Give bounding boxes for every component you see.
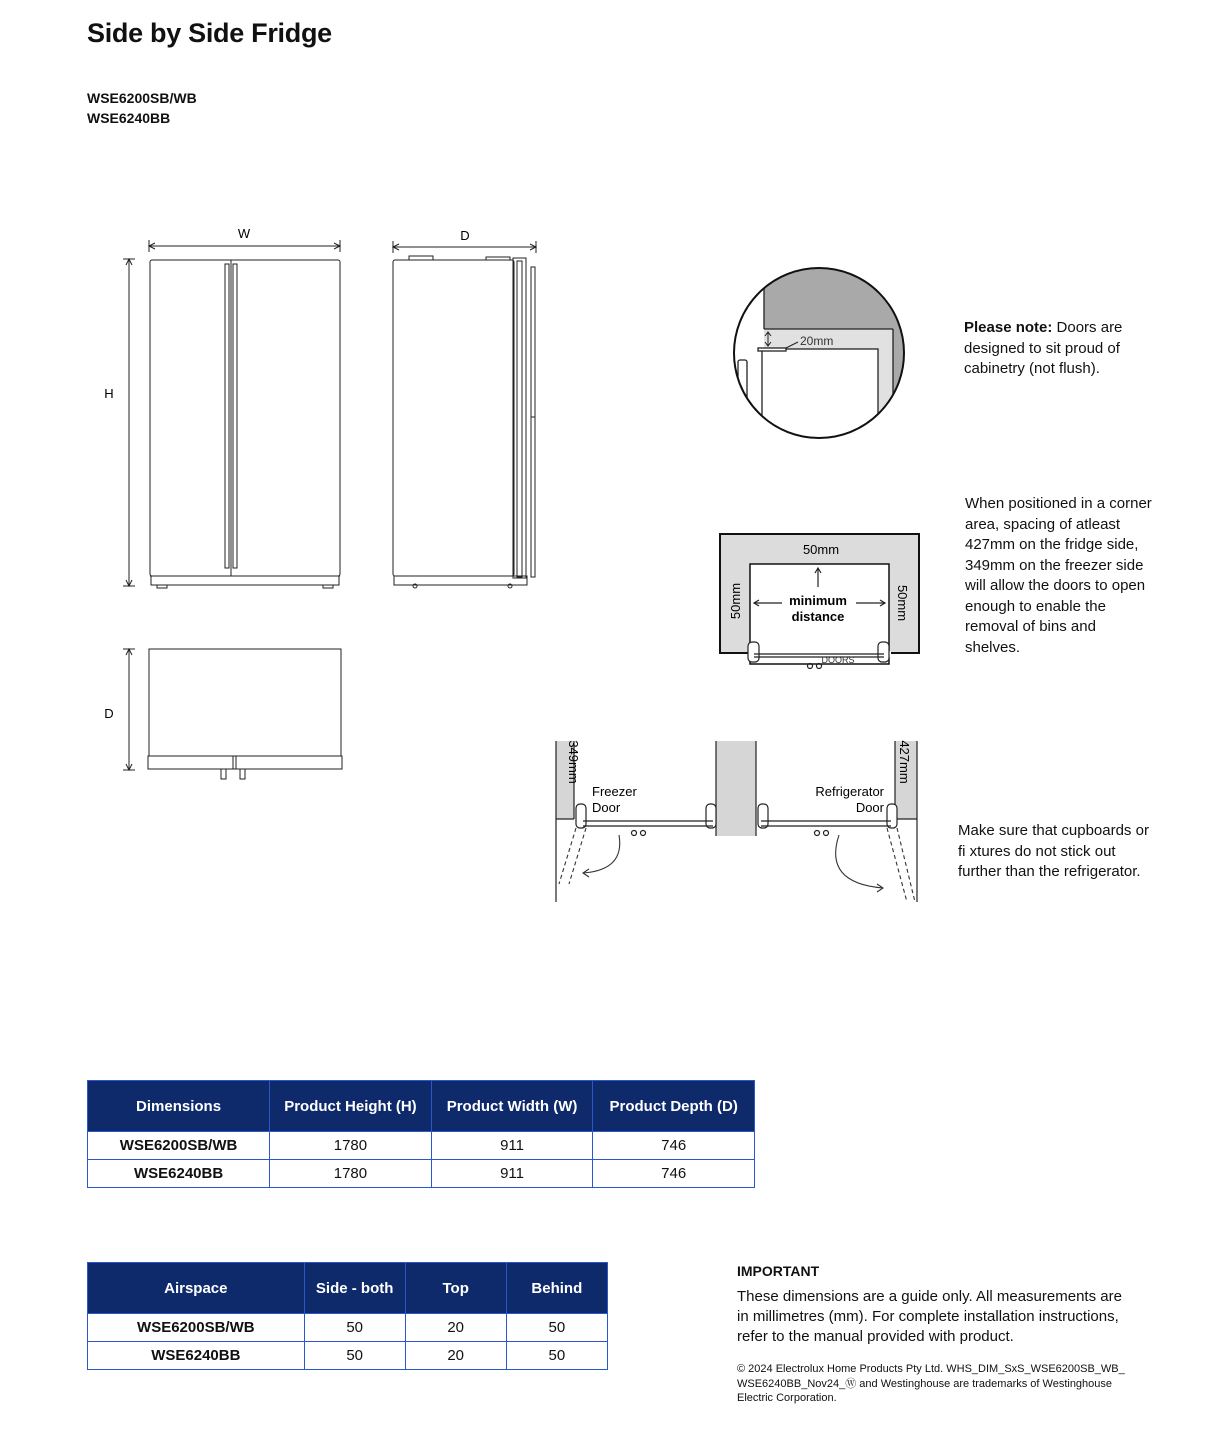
model-number-2: WSE6240BB (87, 110, 171, 126)
table-row (88, 1132, 755, 1160)
cupboards-note: Make sure that cupboards or fi xtures do not stick out further than the refrigerator. (958, 822, 1149, 880)
copyright-text: © 2024 Electrolux Home Products Pty Ltd. WHS_DIM_SxS_WSE6200SB_WB_ WSE6240BB_Nov24_Ⓦ and Westinghouse are trademarks of Westinghouse Electric Corporation. (737, 1363, 1125, 1404)
doors-label: DOORS (821, 655, 855, 665)
please-note-bold: Please note: (964, 319, 1053, 336)
table-cell: 911 (431, 1160, 593, 1188)
table-row (88, 1342, 608, 1370)
table-header: Airspace (88, 1263, 305, 1314)
please-note-text: Please note: Doors are designed to sit proud of cabinetry (not flush). (964, 319, 1123, 377)
table-cell: 911 (431, 1132, 593, 1160)
table-cell: 50 (304, 1314, 405, 1342)
important-heading: IMPORTANT (737, 1263, 820, 1279)
table-header: Dimensions (88, 1081, 270, 1132)
dimensions-table-header (88, 1081, 755, 1132)
table-header: Product Height (H) (270, 1081, 432, 1132)
left-clearance-label: 349mm (566, 740, 581, 784)
right-clearance-label: 427mm (897, 740, 912, 784)
table-cell: 20 (405, 1314, 506, 1342)
top-view-diagram (95, 640, 355, 785)
page-title: Side by Side Fridge (87, 18, 332, 48)
table-header: Side - both (304, 1263, 405, 1314)
table-cell: 1780 (270, 1160, 432, 1188)
table-cell: WSE6200SB/WB (88, 1314, 305, 1342)
depth-label-side: D (460, 228, 470, 243)
gap-20mm-label: 20mm (800, 334, 834, 348)
distance-label: distance (791, 609, 845, 624)
minimum-distance-diagram (718, 532, 923, 672)
height-label: H (104, 386, 114, 401)
refrigerator-label: Refrigerator (815, 784, 884, 799)
table-row (88, 1160, 755, 1188)
minimum-label: minimum (789, 593, 847, 608)
table-header: Product Width (W) (431, 1081, 593, 1132)
width-label: W (237, 226, 251, 241)
freezer-door-label: Door (592, 800, 621, 815)
left-50mm-label: 50mm (728, 582, 743, 620)
table-row (88, 1314, 608, 1342)
airspace-table (87, 1262, 608, 1370)
depth-label-top: D (104, 706, 114, 721)
freezer-label: Freezer (592, 784, 637, 799)
dimensions-table (87, 1080, 755, 1188)
top-50mm-label: 50mm (802, 542, 840, 557)
table-cell: 50 (506, 1314, 607, 1342)
table-header: Top (405, 1263, 506, 1314)
door-clearance-diagram (553, 738, 923, 906)
table-cell: WSE6200SB/WB (88, 1132, 270, 1160)
side-view-diagram (385, 225, 545, 595)
door-proud-detail-diagram (728, 262, 910, 444)
important-body: These dimensions are a guide only. All measurements are in millimetres (mm). For complete installation instructions, refer to the manual provided with product. (737, 1288, 1122, 1345)
front-view-diagram (95, 220, 355, 595)
table-cell: WSE6240BB (88, 1160, 270, 1188)
airspace-table-header (88, 1263, 608, 1314)
table-header: Product Depth (D) (593, 1081, 755, 1132)
model-number-1: WSE6200SB/WB (87, 90, 197, 106)
corner-spacing-note: When positioned in a corner area, spacing of atleast 427mm on the fridge side, 349mm on the freezer side will allow the doors to open enough to enable the removal of bins and shelves. (965, 495, 1152, 656)
table-cell: 1780 (270, 1132, 432, 1160)
table-cell: 50 (304, 1342, 405, 1370)
refrigerator-door-label: Door (855, 800, 884, 815)
table-cell: 746 (593, 1160, 755, 1188)
table-header: Behind (506, 1263, 607, 1314)
table-cell: WSE6240BB (88, 1342, 305, 1370)
right-50mm-label: 50mm (895, 584, 910, 622)
table-cell: 20 (405, 1342, 506, 1370)
table-cell: 746 (593, 1132, 755, 1160)
table-cell: 50 (506, 1342, 607, 1370)
